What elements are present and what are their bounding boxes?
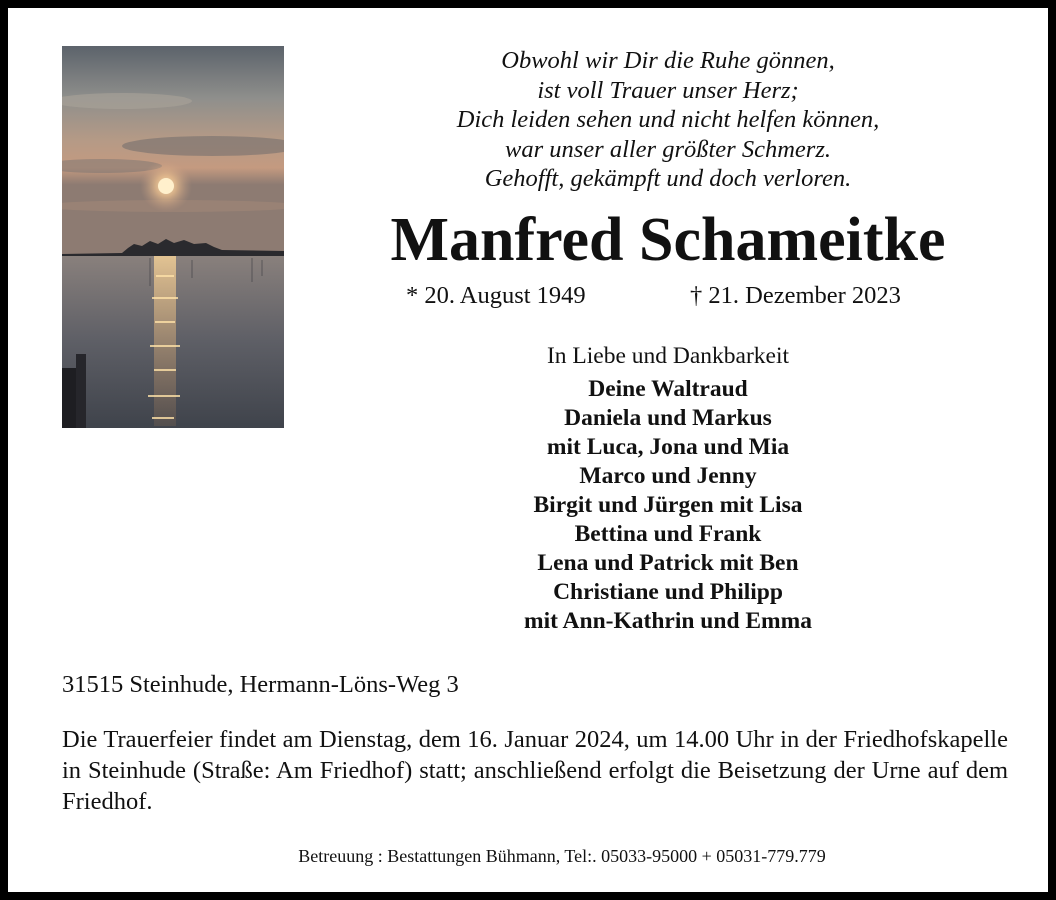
funeral-notice: Die Trauerfeier findet am Dienstag, dem 16. Januar 2024, um 14.00 Uhr in der Friedhofskapelle in Steinhude (Straße: Am Friedhof) statt; anschließend erfolgt die Beisetzung der Urne auf dem Friedhof. <box>62 726 1008 815</box>
mourner-line: Birgit und Jürgen mit Lisa <box>533 492 803 518</box>
mourner-line: Marco und Jenny <box>579 463 757 489</box>
mourning-intro: In Liebe und Dankbarkeit <box>546 343 790 369</box>
mourners-list <box>338 375 998 636</box>
mourner-line: mit Luca, Jona und Mia <box>546 434 790 460</box>
funeral-home-footer: Betreuung : Bestattungen Bühmann, Tel:. 05033-95000 + 05031-779.779 <box>298 846 826 866</box>
family-address: 31515 Steinhude, Hermann-Löns-Weg 3 <box>62 671 459 698</box>
memorial-poem <box>338 46 998 194</box>
poem-line: Gehofft, gekämpft und doch verloren. <box>484 165 852 192</box>
sunset-over-lake-image <box>62 46 284 428</box>
poem-line: Dich leiden sehen und nicht helfen können, <box>456 106 880 133</box>
poem-line: Obwohl wir Dir die Ruhe gönnen, <box>501 47 835 74</box>
mourner-line: Daniela und Markus <box>564 405 772 431</box>
birth-date: * 20. August 1949 <box>406 282 586 309</box>
poem-line: ist voll Trauer unser Herz; <box>537 76 799 104</box>
death-date: † 21. Dezember 2023 <box>690 282 901 309</box>
mourner-line: Christiane und Philipp <box>553 579 783 605</box>
deceased-name: Manfred Schameitke <box>390 206 946 274</box>
mourner-line: Lena und Patrick mit Ben <box>537 550 799 576</box>
sunset-photo <box>62 46 284 428</box>
mourner-line: mit Ann-Kathrin und Emma <box>524 608 812 634</box>
mourner-line: Deine Waltraud <box>588 376 748 402</box>
mourner-line: Bettina und Frank <box>574 521 762 547</box>
poem-line: war unser aller größter Schmerz. <box>505 135 831 163</box>
